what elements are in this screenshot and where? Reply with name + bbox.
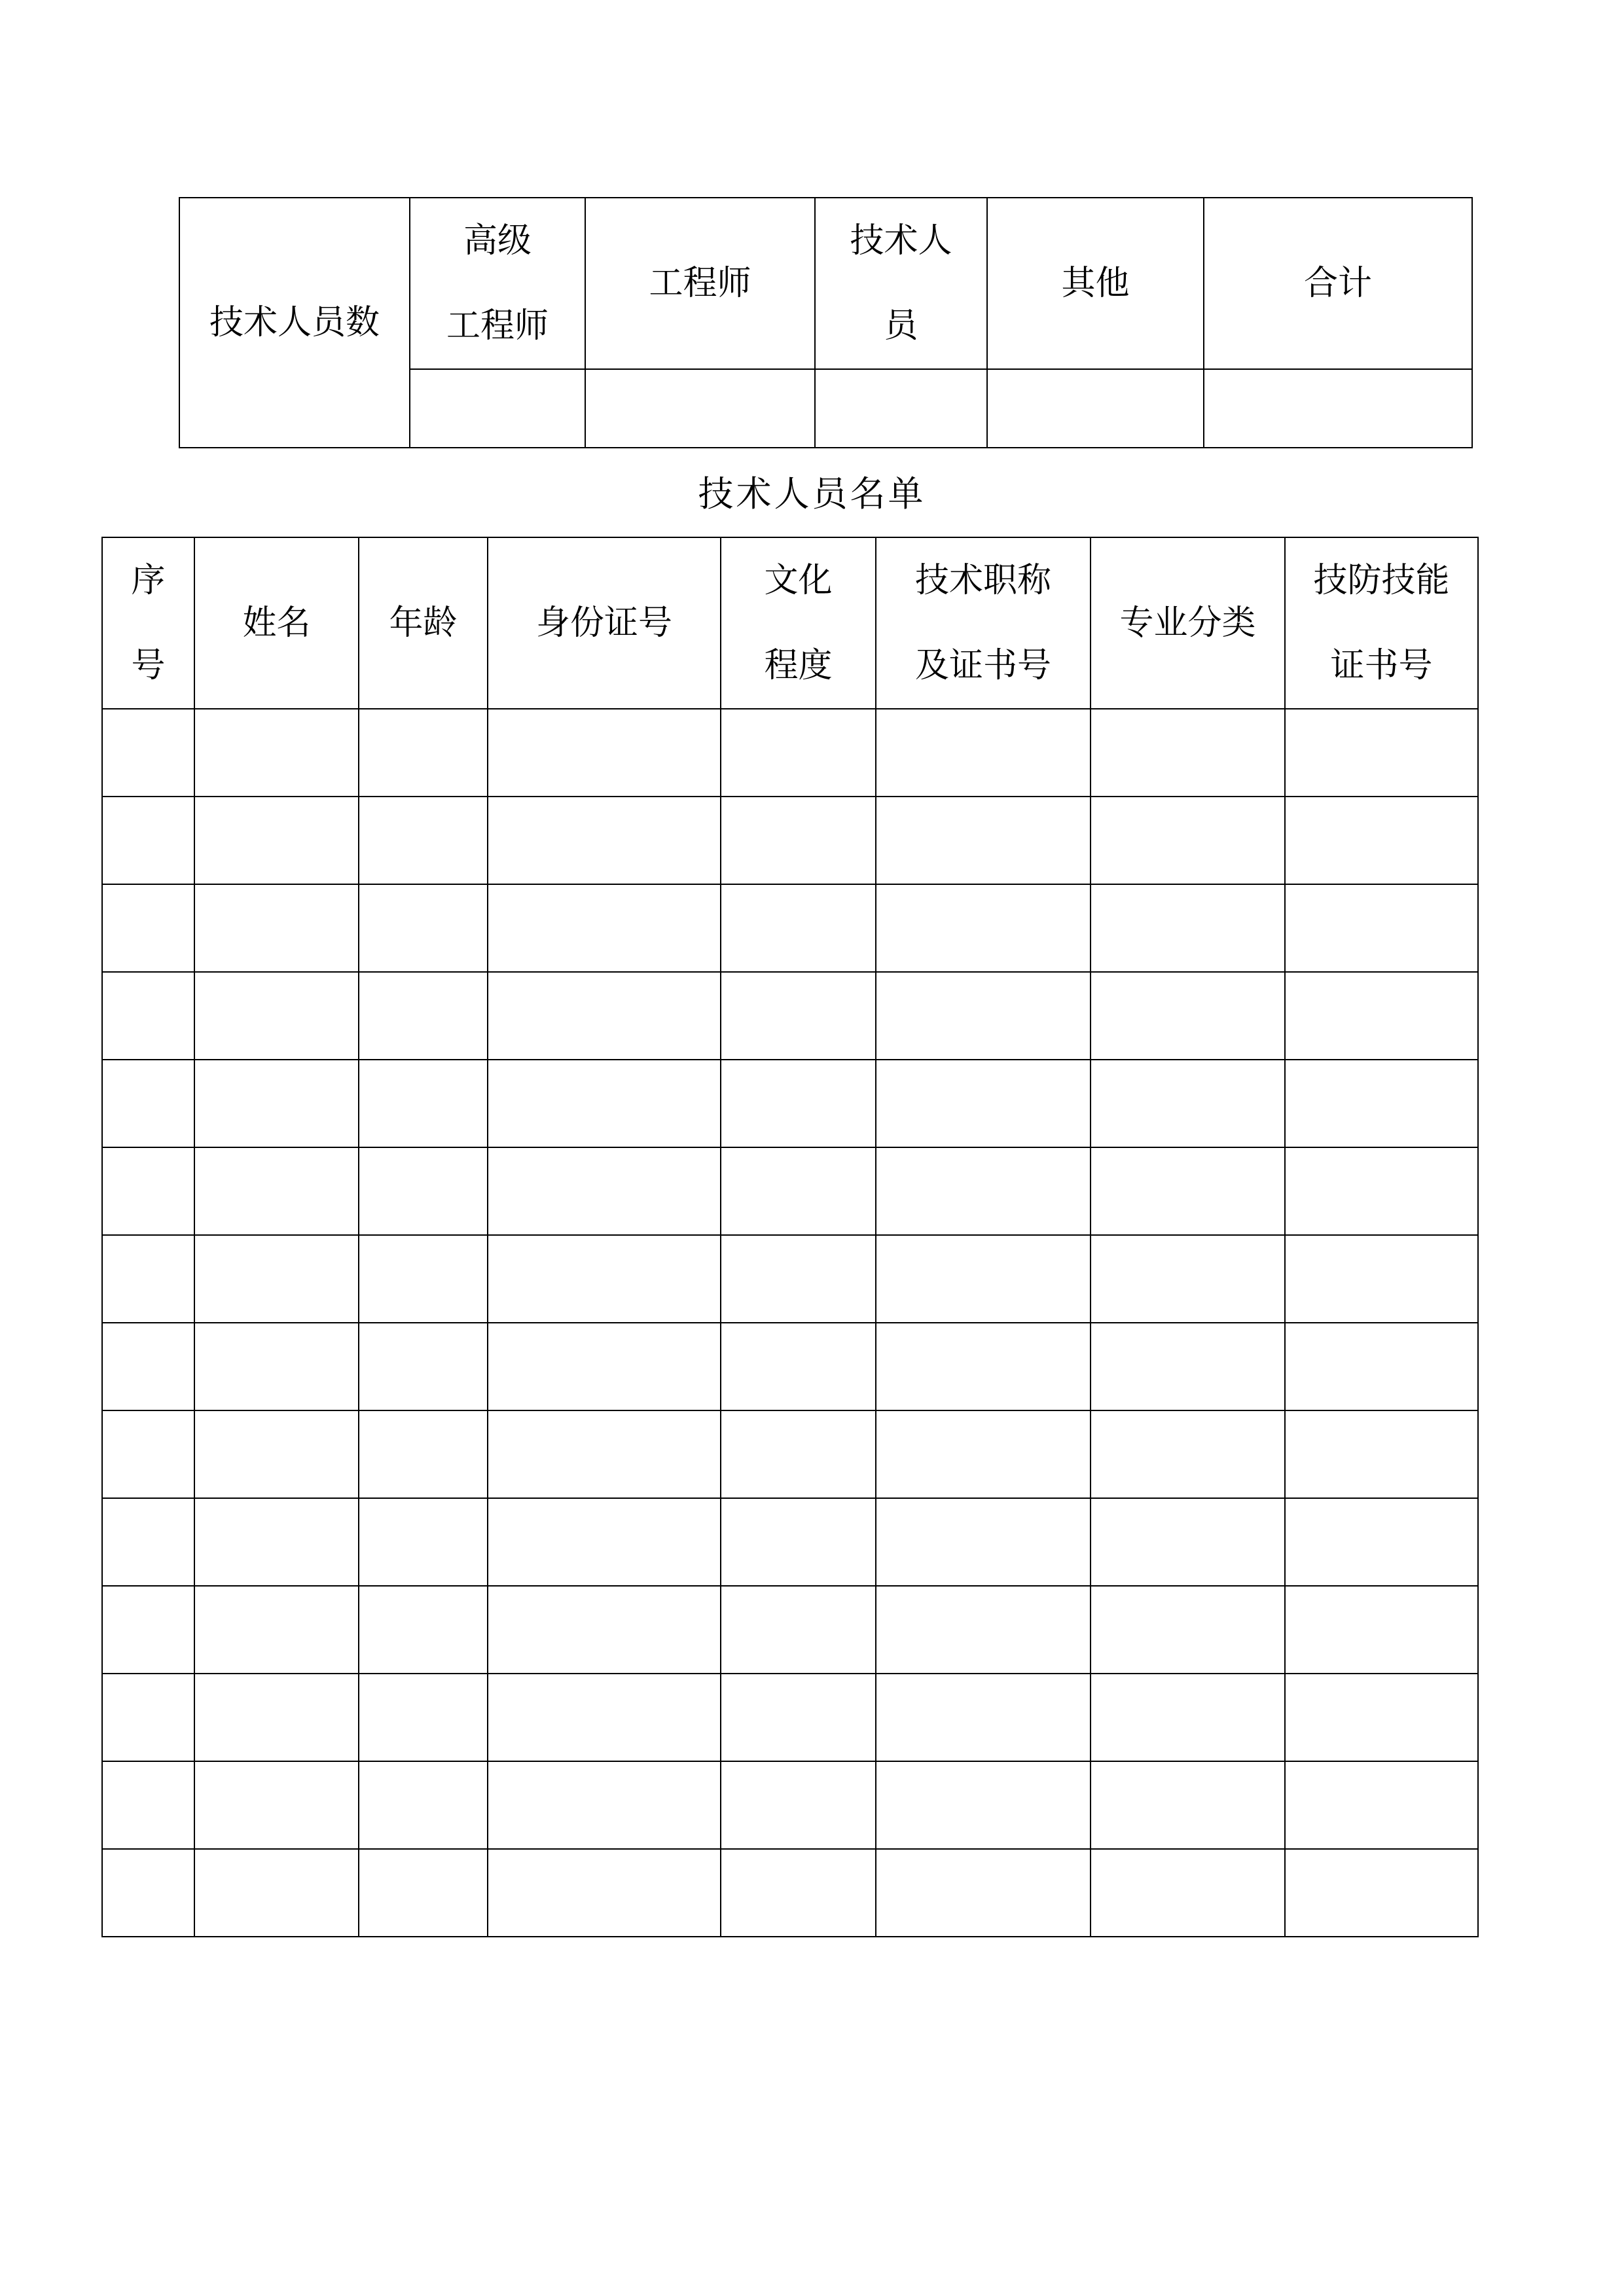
summary-header-senior-engineer: 高级 工程师 xyxy=(410,198,585,369)
roster-cell-education[interactable] xyxy=(721,1323,876,1410)
roster-cell-security-certificate[interactable] xyxy=(1285,709,1478,797)
roster-cell-title-certificate[interactable] xyxy=(876,884,1091,972)
roster-cell-security-certificate[interactable] xyxy=(1285,1060,1478,1147)
roster-cell-title-certificate[interactable] xyxy=(876,1410,1091,1498)
roster-cell-serial[interactable] xyxy=(102,1060,194,1147)
summary-value-senior-engineer[interactable] xyxy=(410,369,585,448)
roster-cell-specialty[interactable] xyxy=(1091,709,1285,797)
roster-cell-security-certificate[interactable] xyxy=(1285,1761,1478,1849)
roster-cell-serial[interactable] xyxy=(102,1586,194,1674)
roster-cell-name[interactable] xyxy=(194,1498,359,1586)
roster-header-specialty: 专业分类 xyxy=(1091,537,1285,709)
summary-header-technician: 技术人 员 xyxy=(815,198,987,369)
roster-cell-title-certificate[interactable] xyxy=(876,797,1091,884)
technician-roster-table xyxy=(101,537,1479,1937)
roster-cell-specialty[interactable] xyxy=(1091,884,1285,972)
roster-cell-specialty[interactable] xyxy=(1091,1498,1285,1586)
roster-header-row xyxy=(102,537,1478,709)
roster-cell-title-certificate[interactable] xyxy=(876,1849,1091,1937)
summary-value-engineer[interactable] xyxy=(585,369,815,448)
roster-cell-specialty[interactable] xyxy=(1091,1761,1285,1849)
table-row xyxy=(102,1674,1478,1761)
roster-cell-serial[interactable] xyxy=(102,1498,194,1586)
roster-cell-name[interactable] xyxy=(194,1235,359,1323)
roster-cell-age[interactable] xyxy=(359,709,488,797)
roster-cell-age[interactable] xyxy=(359,1498,488,1586)
roster-header-education: 文化 程度 xyxy=(721,537,876,709)
roster-header-security-certificate: 技防技能 证书号 xyxy=(1285,537,1478,709)
roster-cell-serial[interactable] xyxy=(102,972,194,1060)
roster-cell-id-number[interactable] xyxy=(488,797,721,884)
table-row xyxy=(102,1410,1478,1498)
roster-cell-education[interactable] xyxy=(721,1410,876,1498)
roster-cell-title-certificate[interactable] xyxy=(876,1147,1091,1235)
summary-header-row xyxy=(179,198,1472,369)
roster-cell-serial[interactable] xyxy=(102,1410,194,1498)
roster-cell-age[interactable] xyxy=(359,972,488,1060)
summary-header-total: 合计 xyxy=(1204,198,1472,369)
roster-cell-specialty[interactable] xyxy=(1091,1147,1285,1235)
roster-cell-name[interactable] xyxy=(194,884,359,972)
roster-cell-specialty[interactable] xyxy=(1091,1235,1285,1323)
roster-cell-title-certificate[interactable] xyxy=(876,709,1091,797)
roster-cell-serial[interactable] xyxy=(102,1674,194,1761)
roster-cell-serial[interactable] xyxy=(102,1761,194,1849)
roster-cell-education[interactable] xyxy=(721,972,876,1060)
roster-cell-age[interactable] xyxy=(359,1761,488,1849)
roster-cell-specialty[interactable] xyxy=(1091,1323,1285,1410)
roster-cell-specialty[interactable] xyxy=(1091,1586,1285,1674)
roster-cell-title-certificate[interactable] xyxy=(876,1761,1091,1849)
roster-cell-education[interactable] xyxy=(721,797,876,884)
roster-cell-name[interactable] xyxy=(194,1060,359,1147)
roster-cell-serial[interactable] xyxy=(102,884,194,972)
table-row xyxy=(102,797,1478,884)
roster-title: 技术人员名单 xyxy=(698,473,926,514)
roster-cell-name[interactable] xyxy=(194,1323,359,1410)
roster-header-title-certificate: 技术职称 及证书号 xyxy=(876,537,1091,709)
roster-cell-serial[interactable] xyxy=(102,797,194,884)
roster-cell-age[interactable] xyxy=(359,1147,488,1235)
roster-cell-title-certificate[interactable] xyxy=(876,1235,1091,1323)
roster-cell-security-certificate[interactable] xyxy=(1285,1498,1478,1586)
table-row xyxy=(102,1147,1478,1235)
roster-cell-age[interactable] xyxy=(359,1849,488,1937)
table-row xyxy=(102,1586,1478,1674)
roster-cell-security-certificate[interactable] xyxy=(1285,1849,1478,1937)
roster-cell-id-number[interactable] xyxy=(488,709,721,797)
roster-cell-age[interactable] xyxy=(359,1060,488,1147)
roster-header-serial: 序 号 xyxy=(102,537,194,709)
roster-cell-title-certificate[interactable] xyxy=(876,972,1091,1060)
roster-cell-id-number[interactable] xyxy=(488,1849,721,1937)
roster-cell-security-certificate[interactable] xyxy=(1285,972,1478,1060)
roster-cell-name[interactable] xyxy=(194,709,359,797)
table-row xyxy=(102,1235,1478,1323)
roster-cell-id-number[interactable] xyxy=(488,1586,721,1674)
table-row xyxy=(102,709,1478,797)
roster-cell-education[interactable] xyxy=(721,1060,876,1147)
roster-cell-age[interactable] xyxy=(359,1235,488,1323)
roster-cell-title-certificate[interactable] xyxy=(876,1586,1091,1674)
roster-cell-specialty[interactable] xyxy=(1091,797,1285,884)
roster-cell-title-certificate[interactable] xyxy=(876,1674,1091,1761)
summary-header-other: 其他 xyxy=(987,198,1204,369)
roster-cell-age[interactable] xyxy=(359,797,488,884)
table-row xyxy=(102,1060,1478,1147)
summary-row-label: 技术人员数 xyxy=(179,198,410,448)
roster-cell-serial[interactable] xyxy=(102,1323,194,1410)
summary-value-total[interactable] xyxy=(1204,369,1472,448)
roster-cell-security-certificate[interactable] xyxy=(1285,797,1478,884)
roster-cell-education[interactable] xyxy=(721,1235,876,1323)
roster-cell-education[interactable] xyxy=(721,1849,876,1937)
roster-cell-id-number[interactable] xyxy=(488,884,721,972)
roster-cell-id-number[interactable] xyxy=(488,1147,721,1235)
roster-cell-serial[interactable] xyxy=(102,1235,194,1323)
roster-cell-name[interactable] xyxy=(194,1674,359,1761)
roster-cell-security-certificate[interactable] xyxy=(1285,1147,1478,1235)
roster-cell-id-number[interactable] xyxy=(488,1410,721,1498)
roster-cell-security-certificate[interactable] xyxy=(1285,1410,1478,1498)
roster-cell-education[interactable] xyxy=(721,884,876,972)
table-row xyxy=(102,1761,1478,1849)
technician-summary-table xyxy=(179,197,1473,448)
table-row xyxy=(102,884,1478,972)
roster-cell-serial[interactable] xyxy=(102,1849,194,1937)
roster-cell-id-number[interactable] xyxy=(488,1235,721,1323)
roster-cell-security-certificate[interactable] xyxy=(1285,884,1478,972)
roster-cell-title-certificate[interactable] xyxy=(876,1498,1091,1586)
roster-cell-serial[interactable] xyxy=(102,1147,194,1235)
roster-cell-name[interactable] xyxy=(194,1410,359,1498)
roster-cell-name[interactable] xyxy=(194,1586,359,1674)
roster-cell-education[interactable] xyxy=(721,1498,876,1586)
roster-header-name: 姓名 xyxy=(194,537,359,709)
roster-cell-specialty[interactable] xyxy=(1091,1674,1285,1761)
roster-cell-id-number[interactable] xyxy=(488,1761,721,1849)
roster-cell-id-number[interactable] xyxy=(488,1060,721,1147)
summary-header-engineer: 工程师 xyxy=(585,198,815,369)
roster-cell-specialty[interactable] xyxy=(1091,1849,1285,1937)
roster-cell-specialty[interactable] xyxy=(1091,1410,1285,1498)
roster-cell-specialty[interactable] xyxy=(1091,972,1285,1060)
roster-cell-security-certificate[interactable] xyxy=(1285,1586,1478,1674)
roster-cell-security-certificate[interactable] xyxy=(1285,1674,1478,1761)
roster-cell-education[interactable] xyxy=(721,1761,876,1849)
summary-value-other[interactable] xyxy=(987,369,1204,448)
roster-cell-name[interactable] xyxy=(194,972,359,1060)
roster-cell-age[interactable] xyxy=(359,1323,488,1410)
roster-cell-security-certificate[interactable] xyxy=(1285,1323,1478,1410)
roster-cell-id-number[interactable] xyxy=(488,1498,721,1586)
roster-cell-id-number[interactable] xyxy=(488,1323,721,1410)
roster-cell-name[interactable] xyxy=(194,1761,359,1849)
roster-cell-education[interactable] xyxy=(721,1147,876,1235)
roster-cell-age[interactable] xyxy=(359,884,488,972)
table-row xyxy=(102,972,1478,1060)
roster-cell-education[interactable] xyxy=(721,709,876,797)
summary-value-technician[interactable] xyxy=(815,369,987,448)
roster-cell-title-certificate[interactable] xyxy=(876,1060,1091,1147)
roster-header-id-number: 身份证号 xyxy=(488,537,721,709)
roster-cell-name[interactable] xyxy=(194,1147,359,1235)
roster-cell-security-certificate[interactable] xyxy=(1285,1235,1478,1323)
table-row xyxy=(102,1498,1478,1586)
roster-cell-education[interactable] xyxy=(721,1586,876,1674)
roster-cell-age[interactable] xyxy=(359,1586,488,1674)
roster-cell-id-number[interactable] xyxy=(488,1674,721,1761)
roster-cell-education[interactable] xyxy=(721,1674,876,1761)
roster-cell-age[interactable] xyxy=(359,1410,488,1498)
roster-cell-id-number[interactable] xyxy=(488,972,721,1060)
roster-cell-age[interactable] xyxy=(359,1674,488,1761)
roster-cell-name[interactable] xyxy=(194,1849,359,1937)
roster-cell-title-certificate[interactable] xyxy=(876,1323,1091,1410)
roster-header-age: 年龄 xyxy=(359,537,488,709)
table-row xyxy=(102,1849,1478,1937)
roster-cell-specialty[interactable] xyxy=(1091,1060,1285,1147)
roster-cell-serial[interactable] xyxy=(102,709,194,797)
roster-cell-name[interactable] xyxy=(194,797,359,884)
table-row xyxy=(102,1323,1478,1410)
